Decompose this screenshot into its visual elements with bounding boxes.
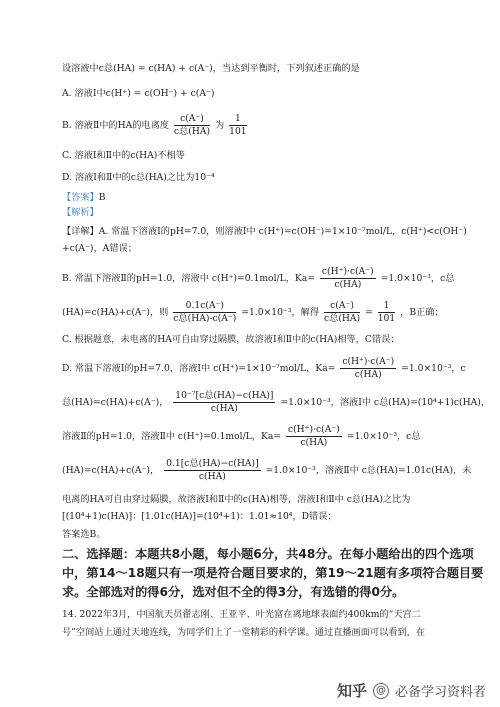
fraction: $\frac{\text{10⁻⁷[c总(HA)−c(HA)]}}{c(HA)}$ (175, 390, 274, 414)
zhihu-logo: 知乎 (336, 682, 367, 700)
option-b: B. 溶液Ⅱ中的HA的电离度 $\frac{c(A^-)}{\text{c总(HA)}}$ 为 $\frac{1}{101}$ (62, 113, 247, 137)
section-heading-1: 二、选择题：本题共8小题，每小题6分，共48分。在每小题给出的四个选项 (62, 547, 474, 561)
section-heading-2: 中，第14～18题只有一项是符合题目要求的，第19～21题有多项符合题目要 (62, 566, 484, 580)
watermark-handle: 必备学习资料者 (394, 685, 486, 700)
detail-b-2: (HA)=c(HA)+c(A⁻)，则 $\frac{0.1c(A^-)}{\text{c总(HA)-c(A⁻)}}$ =1.0×10⁻³，解得 $\frac{c(A^-)}{\text{c总(HA)}}$ = $\frac{1}{101}$ ，B正确； (62, 300, 444, 324)
fraction: $\frac{c(H^+)\cdot c(A^-)}{c(HA)}$ (321, 266, 374, 290)
detail-d-4: (HA)=c(HA)+c(A⁻)， $\frac{\text{0.1[c总(HA)−c(HA)]}}{c(HA)}$ =1.0×10⁻³，溶液Ⅱ中 c总(HA)=1.01c(HA)，未 (62, 458, 472, 482)
detail-d-5: 电离的HA可自由穿过隔膜，故溶液Ⅰ和Ⅱ中的c(HA)相等，溶液Ⅰ和Ⅱ中 c总(HA)之比为 (62, 494, 411, 505)
answer-line: 【答案】B (62, 192, 106, 203)
question-intro: 设溶液中c总(HA) = c(HA) + c(A⁻)，当达到平衡时，下列叙述正确的是 (62, 63, 360, 74)
detail-c: C. 根据题意，未电离的HA可自由穿过隔膜，故溶液Ⅰ和Ⅱ中的c(HA)相等，C错误； (62, 334, 400, 345)
answer-tag: 【答案】 (62, 192, 99, 203)
fraction: $\frac{c(H^+)\cdot c(A^-)}{c(HA)}$ (287, 424, 340, 448)
detail-d-3: 溶液Ⅱ的pH=1.0，溶液Ⅱ中 c(H⁺)=0.1mol/L，Ka= $\frac{c(H^+)\cdot c(A^-)}{c(HA)}$ =1.0×10⁻³，c总 (62, 424, 421, 448)
fraction: $\frac{0.1c(A^-)}{\text{c总(HA)-c(A⁻)}}$ (173, 300, 237, 324)
analysis-tag: 【解析】 (62, 207, 99, 218)
detail-d-6: [(10⁴+1)c(HA)]：[1.01c(HA)]=(10⁴+1)：1.01≈10⁴，D错误； (62, 511, 337, 522)
detail-a-1: 【详解】A. 常温下溶液Ⅰ的pH=7.0，则溶液Ⅰ中 c(H⁺)=c(OH⁻)=1×10⁻⁷mol/L，c(H⁺)<c(OH⁻) (62, 226, 467, 237)
fraction: $\frac{c(A^-)}{\text{c总(HA)}}$ (323, 300, 361, 324)
detail-b-1: B. 常温下溶液Ⅱ的pH=1.0，溶液中 c(H⁺)=0.1mol/L，Ka= $\frac{c(H^+)\cdot c(A^-)}{c(HA)}$ =1.0×10⁻³，c总 (62, 266, 455, 290)
detail-d-1: D. 常温下溶液Ⅰ的pH=7.0，溶液Ⅰ中 c(H⁺)=1×10⁻⁷mol/L，Ka= $\frac{c(H^+)\cdot c(A^-)}{c(HA)}$ =1.0×10⁻³，c (62, 356, 466, 380)
option-d: D. 溶液Ⅰ和Ⅱ中的c总(HA)之比为10⁻⁴ (62, 172, 215, 183)
fraction: $\frac{c(H^+)\cdot c(A^-)}{c(HA)}$ (342, 356, 395, 380)
option-c: C. 溶液Ⅰ和Ⅱ中的c(HA)不相等 (62, 150, 185, 161)
fraction: $\frac{1}{101}$ (229, 113, 247, 137)
fraction: $\frac{1}{101}$ (377, 300, 396, 324)
at-icon: @ (373, 683, 389, 699)
fraction: $\frac{c(A^-)}{\text{c总(HA)}}$ (173, 113, 211, 137)
question-14-line-1: 14. 2022年3月，中国航天员翟志刚、王亚平、叶光富在离地球表面约400km的“天宫二 (62, 609, 421, 620)
fraction: $\frac{\text{0.1[c总(HA)−c(HA)]}}{c(HA)}$ (166, 458, 259, 482)
detail-d-2: 总(HA)=c(HA)+c(A⁻)， $\frac{\text{10⁻⁷[c总(HA)−c(HA)]}}{c(HA)}$ =1.0×10⁻³，溶液Ⅰ中 c总(HA)=(10⁴+1)c(HA)， (62, 390, 491, 414)
question-14-line-2: 号”空间站上通过天地连线，为同学们上了一堂精彩的科学课。通过直播画面可以看到，在 (62, 627, 426, 638)
detail-a-2: +c(A⁻)，A错误； (62, 243, 137, 254)
conclusion: 答案选B。 (62, 529, 106, 540)
watermark (337, 680, 486, 701)
option-a: A. 溶液Ⅰ中c(H⁺) = c(OH⁻) + c(A⁻) (62, 88, 215, 99)
section-heading-3: 求。全部选对的得6分，选对但不全的得3分，有选错的得0分。 (62, 585, 405, 599)
